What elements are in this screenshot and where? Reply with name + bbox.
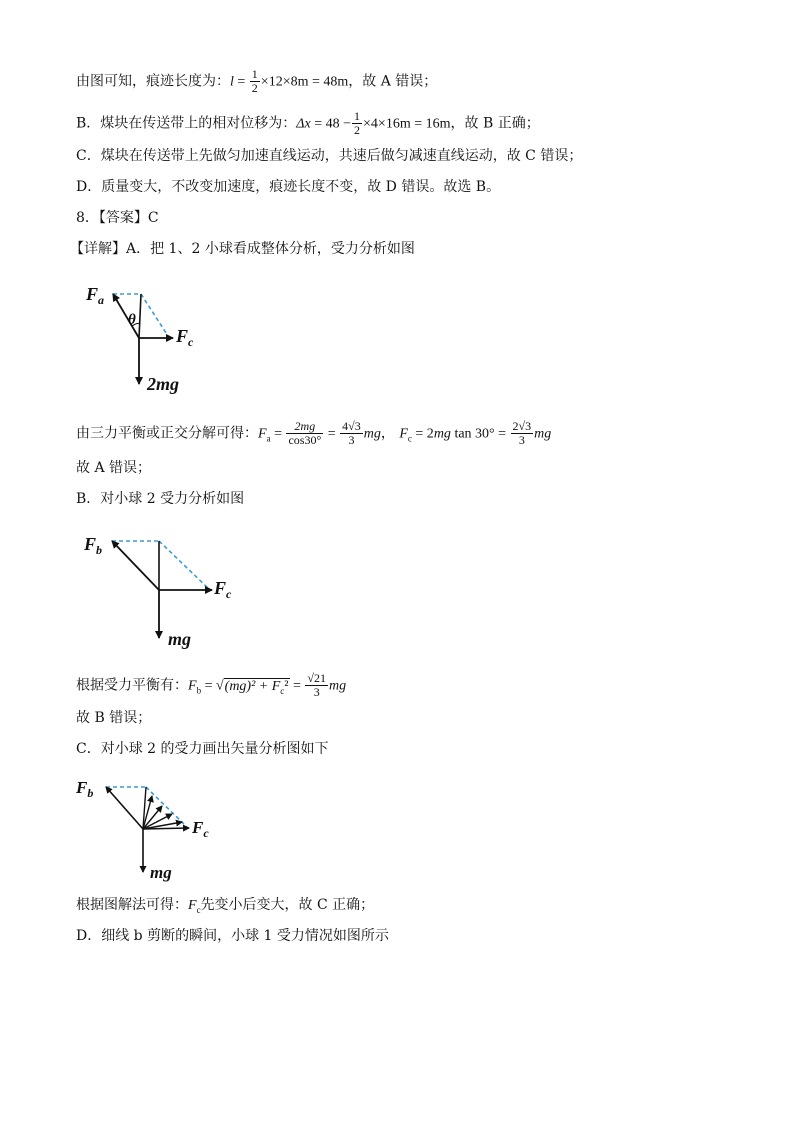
frac-den: cos30° — [288, 433, 322, 447]
fraction-half-1 — [250, 68, 260, 95]
fraction-2mg-cos — [286, 420, 323, 447]
label-fb: $F_b$ — [76, 778, 94, 800]
text-line-10 — [76, 672, 346, 700]
text-line-6: 【详解】A．把 1、2 小球看成整体分析，受力分析如图 — [70, 241, 415, 257]
tan: tan 30° = — [450, 426, 510, 442]
frac-den: 2 — [251, 81, 258, 95]
sub-c: c — [407, 433, 412, 444]
formula-dx-var: Δx — [296, 116, 311, 132]
fraction-half-2 — [352, 110, 362, 137]
var-mg: mg — [433, 426, 451, 442]
line-7-prefix: 由三力平衡或正交分解可得： — [76, 425, 258, 442]
formula-2-a: = 48 − — [310, 116, 352, 132]
answer-heading: 8．【答案】C — [76, 210, 159, 226]
label-mg: mg — [150, 863, 172, 882]
eq: = — [270, 426, 286, 442]
var-F: F — [188, 898, 197, 913]
text-line-4: D．质量变大，不改变加速度，痕迹长度不变，故 D 错误。故选 B。 — [76, 179, 501, 195]
line-10-prefix: 根据受力平衡有： — [76, 677, 188, 694]
text-line-12: C．对小球 2 的受力画出矢量分析图如下 — [76, 741, 329, 757]
fb-arrow — [112, 541, 159, 590]
frac-num: 4√3 — [342, 419, 361, 433]
fraction-root21 — [305, 672, 328, 699]
dashed-side — [159, 541, 210, 590]
dashed-side — [146, 787, 187, 827]
frac-den: 3 — [518, 433, 525, 447]
formula-2-rest: ×4×16m = 16m — [363, 116, 451, 132]
frac-num: 2mg — [286, 420, 323, 434]
force-diagram-1 — [80, 280, 220, 395]
line-2-suffix: ，故 B 正确； — [450, 115, 540, 132]
text-line-11: 故 B 错误； — [76, 710, 152, 726]
frac-den: 2 — [354, 123, 361, 137]
var-mg: mg — [534, 426, 552, 442]
frac-den: 3 — [348, 433, 355, 447]
var-F: F — [399, 426, 408, 442]
eq: = — [289, 678, 305, 694]
fraction-4root3 — [340, 420, 363, 447]
frac-num: √21 — [307, 671, 326, 685]
fb-arrow — [106, 787, 143, 829]
text-line-8: 故 A 错误； — [76, 460, 152, 476]
label-fc: $F_c$ — [176, 326, 194, 349]
formula-1-rest: ×12×8m = 48m — [260, 74, 349, 90]
text-line-9: B．对小球 2 受力分析如图 — [76, 491, 245, 507]
force-diagram-2 — [80, 528, 250, 658]
label-mg: mg — [168, 629, 192, 649]
label-2mg: 2mg — [147, 374, 180, 394]
text-line-2 — [76, 110, 540, 137]
var-mg: mg — [329, 678, 347, 694]
sub-a: a — [266, 433, 271, 444]
frac-den: 3 — [313, 685, 320, 699]
sub-c: c — [196, 904, 201, 915]
frac-num: 1 — [354, 109, 361, 123]
text-line-13 — [76, 895, 374, 920]
var-F: F — [258, 426, 267, 442]
label-fb: $F_b$ — [84, 534, 103, 557]
force-diagram-3 — [74, 774, 224, 884]
label-fa: $F_a$ — [86, 284, 105, 307]
sqrt-body: $(mg)^2 + F_c^2$ — [224, 678, 289, 696]
text-line-14: D．细线 b 剪断的瞬间，小球 1 受力情况如图所示 — [76, 928, 389, 944]
line-13-prefix: 根据图解法可得： — [76, 897, 188, 913]
sqrt-symbol: √ — [215, 678, 224, 694]
frac-num: 2√3 — [512, 419, 532, 433]
fraction-2root3 — [511, 420, 534, 447]
label-theta: θ — [128, 312, 136, 328]
fc-arrow-5 — [143, 828, 189, 829]
var-mg: mg — [363, 426, 381, 442]
eq: = — [201, 678, 216, 694]
text-line-3: C．煤块在传送带上先做匀加速直线运动，共速后做匀减速直线运动，故 C 错误； — [76, 148, 583, 164]
line-1-suffix: ，故 A 错误； — [348, 73, 438, 90]
formula-l-var: l — [230, 74, 234, 90]
var-F: F — [188, 678, 197, 694]
line-1-prefix: 由图可知，痕迹长度为： — [76, 73, 230, 90]
eq: = — [324, 426, 340, 442]
line-13-suffix: 先变小后变大，故 C 正确； — [200, 897, 375, 913]
line-2-prefix: B．煤块在传送带上的相对位移为： — [76, 115, 297, 132]
sub-b: b — [196, 685, 202, 696]
eq: = 2 — [411, 426, 434, 442]
text-line-7 — [76, 420, 551, 448]
dashed-side — [141, 294, 168, 336]
label-fc: $F_c$ — [214, 578, 232, 601]
text-line-1 — [76, 68, 437, 95]
vertical-up-line — [139, 294, 141, 338]
formula-eq: = — [233, 74, 249, 90]
sep: ， — [380, 425, 395, 442]
frac-num: 1 — [251, 67, 258, 81]
label-fc: $F_c$ — [192, 818, 209, 840]
